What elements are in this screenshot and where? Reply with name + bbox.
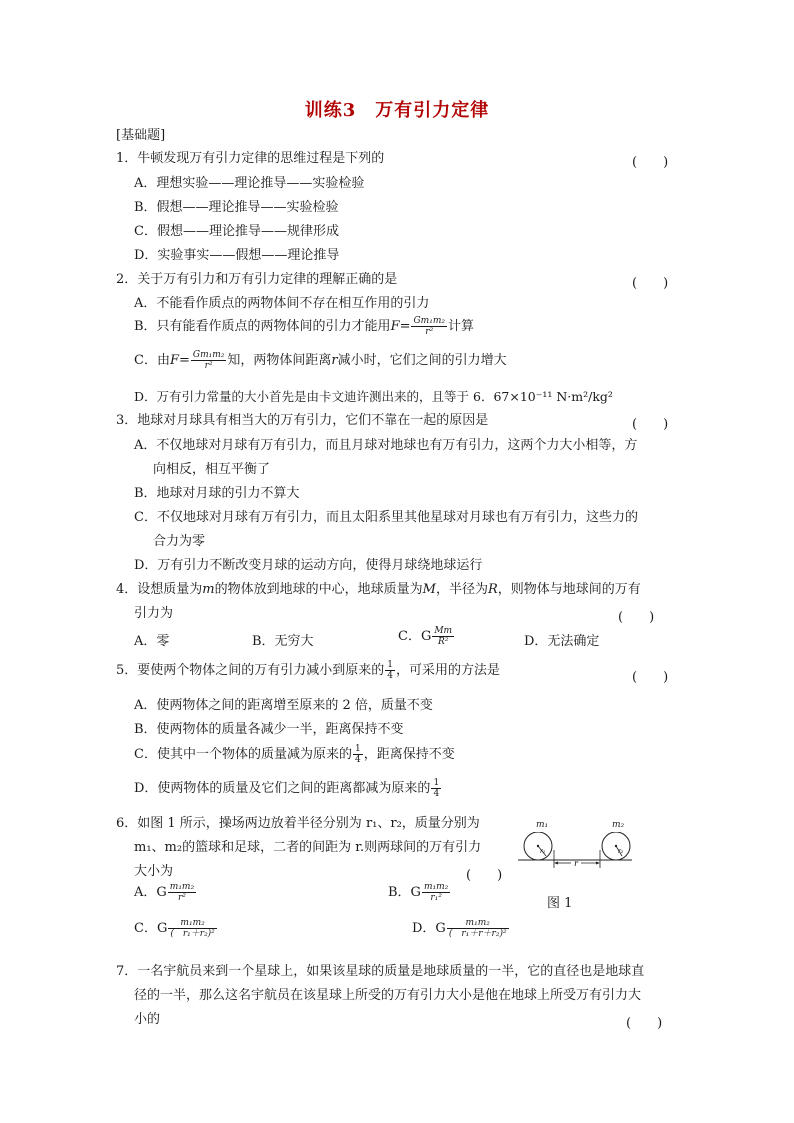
radius-label-2: r₂ [618,848,624,855]
q5-stem: 5．要使两个物体之间的万有引力减小到原来的 $\frac{1}{4}$ ，可采用的方法是 [116,660,501,681]
mass-label-1: m₁ [536,820,549,830]
q6-d-formula: $\frac{\text{m₁m₂}}{\text{( r₁＋r＋r₂)²}}$ [448,918,507,939]
radius-label-1: r₁ [540,848,546,855]
gap-arrowhead-right [596,862,600,865]
q7-answer-bracket: ( ) [626,1016,663,1031]
q1-stem: 1．牛顿发现万有引力定律的思维过程是下列的 [116,151,385,166]
q2-option-c: C．由F= $\frac{\text{Gm₁m₂}}{\text{r²}}$ 知，两物体间距离r减小时，它们之间的引力增大 [134,350,507,371]
q2-c-formula: $\frac{\text{Gm₁m₂}}{\text{r²}}$ [192,350,225,371]
q1-answer-bracket: ( ) [632,155,669,170]
q6-option-d: D．G $\frac{\text{m₁m₂}}{\text{( r₁＋r＋r₂)²}}$ [412,918,507,939]
two-balls-diagram [518,832,632,876]
page-title: 训练3 万有引力定律 [304,100,490,121]
q4-stem-line1: 4．设想质量为m的物体放到地球的中心，地球质量为M，半径为R，则物体与地球间的万有 [116,582,641,597]
q7-line3: 小的 [134,1012,161,1027]
q5-stem-fraction: $\frac{1}{4}$ [387,660,394,681]
q4-option-d: D．无法确定 [524,634,600,649]
gap-arrowhead-left [554,862,558,865]
q6-answer-bracket: ( ) [466,868,503,883]
q3-option-a-line2: 向相反，相互平衡了 [153,462,271,477]
q6-stem-line2: m₁、m₂的篮球和足球，二者的间距为 r.则两球间的万有引力 [134,840,482,855]
q4-answer-bracket: ( ) [618,610,655,625]
gap-label: r [574,859,578,868]
q3-stem: 3．地球对月球具有相当大的万有引力，它们不靠在一起的原因是 [116,413,489,428]
q4-c-formula: $\frac{Mm}{\text{R²}}$ [434,626,453,647]
q1-option-d: D．实验事实——假想——理论推导 [134,248,340,263]
q5-option-a: A．使两物体之间的距离增至原来的 2 倍，质量不变 [134,698,433,713]
q4-option-b: B．无穷大 [252,634,314,649]
q1-option-a: A．理想实验——理论推导——实验检验 [134,176,365,191]
q2-option-b: B．只有能看作质点的两物体间的引力才能用F= $\frac{\text{Gm₁m₂}}{\text{r²}}$ 计算 [134,316,474,337]
q3-option-c-line1: C．不仅地球对月球有万有引力，而且太阳系里其他星球对月球也有万有引力，这些力的 [134,510,638,525]
q4-option-a: A．零 [134,634,170,649]
q1-option-b: B．假想——理论推导——实验检验 [134,200,339,215]
q2-b-formula: $\frac{\text{Gm₁m₂}}{\text{r²}}$ [413,316,445,337]
q4-stem-line2: 引力为 [134,606,174,621]
q7-line2: 径的一半，那么这名宇航员在该星球上所受的万有引力大小是他在地球上所受万有引力大 [134,988,642,1003]
q4-option-c: C．G $\frac{Mm}{\text{R²}}$ [398,626,453,647]
q3-answer-bracket: ( ) [632,417,669,432]
q5-option-b: B．使两物体的质量各减少一半，距离保持不变 [134,722,404,737]
q6-option-c: C．G $\frac{\text{m₁m₂}}{\text{( r₁＋r₂)²}}$ [134,918,215,939]
q6-option-a: A．G $\frac{\text{m₁m₂}}{\text{r²}}$ [134,882,195,903]
q6-option-b: B．G $\frac{\text{m₁m₂}}{\text{r₁²}}$ [388,882,449,903]
figure-caption: 图 1 [547,896,573,911]
q3-option-c-line2: 合力为零 [153,534,206,549]
q2-option-a: A．不能看作质点的两物体间不存在相互作用的引力 [134,296,430,311]
q6-a-formula: $\frac{\text{m₁m₂}}{\text{r²}}$ [169,882,195,903]
q1-option-c: C．假想——理论推导——规律形成 [134,224,339,239]
section-heading: [基础题] [116,128,166,143]
q5-answer-bracket: ( ) [632,670,669,685]
q2-stem: 2．关于万有引力和万有引力定律的理解正确的是 [116,272,398,287]
q5-c-fraction: $\frac{1}{4}$ [354,744,361,765]
q2-answer-bracket: ( ) [632,276,669,291]
q6-b-formula: $\frac{\text{m₁m₂}}{\text{r₁²}}$ [423,882,449,903]
q5-option-c: C．使其中一个物体的质量减为原来的 $\frac{1}{4}$ ，距离保持不变 [134,744,455,765]
q6-c-formula: $\frac{\text{m₁m₂}}{\text{( r₁＋r₂)²}}$ [170,918,215,939]
q2-option-d: D．万有引力常量的大小首先是由卡文迪许测出来的，且等于 6．67×10⁻¹¹ N·m²/kg² [134,389,613,404]
q5-d-fraction: $\frac{1}{4}$ [433,778,440,799]
q5-option-d: D．使两物体的质量及它们之间的距离都减为原来的 $\frac{1}{4}$ [134,778,440,799]
q3-option-a-line1: A．不仅地球对月球有万有引力，而且月球对地球也有万有引力，这两个力大小相等，方 [134,438,638,453]
q7-line1: 7．一名宇航员来到一个星球上，如果该星球的质量是地球质量的一半，它的直径也是地球直 [116,964,645,979]
q3-option-b: B．地球对月球的引力不算大 [134,486,300,501]
q3-option-d: D．万有引力不断改变月球的运动方向，使得月球绕地球运行 [134,558,483,573]
q6-stem-line3: 大小为 [134,864,174,879]
mass-label-2: m₂ [612,820,625,830]
q6-stem-line1: 6．如图 1 所示，操场两边放着半径分别为 r₁、r₂，质量分别为 [116,816,480,831]
